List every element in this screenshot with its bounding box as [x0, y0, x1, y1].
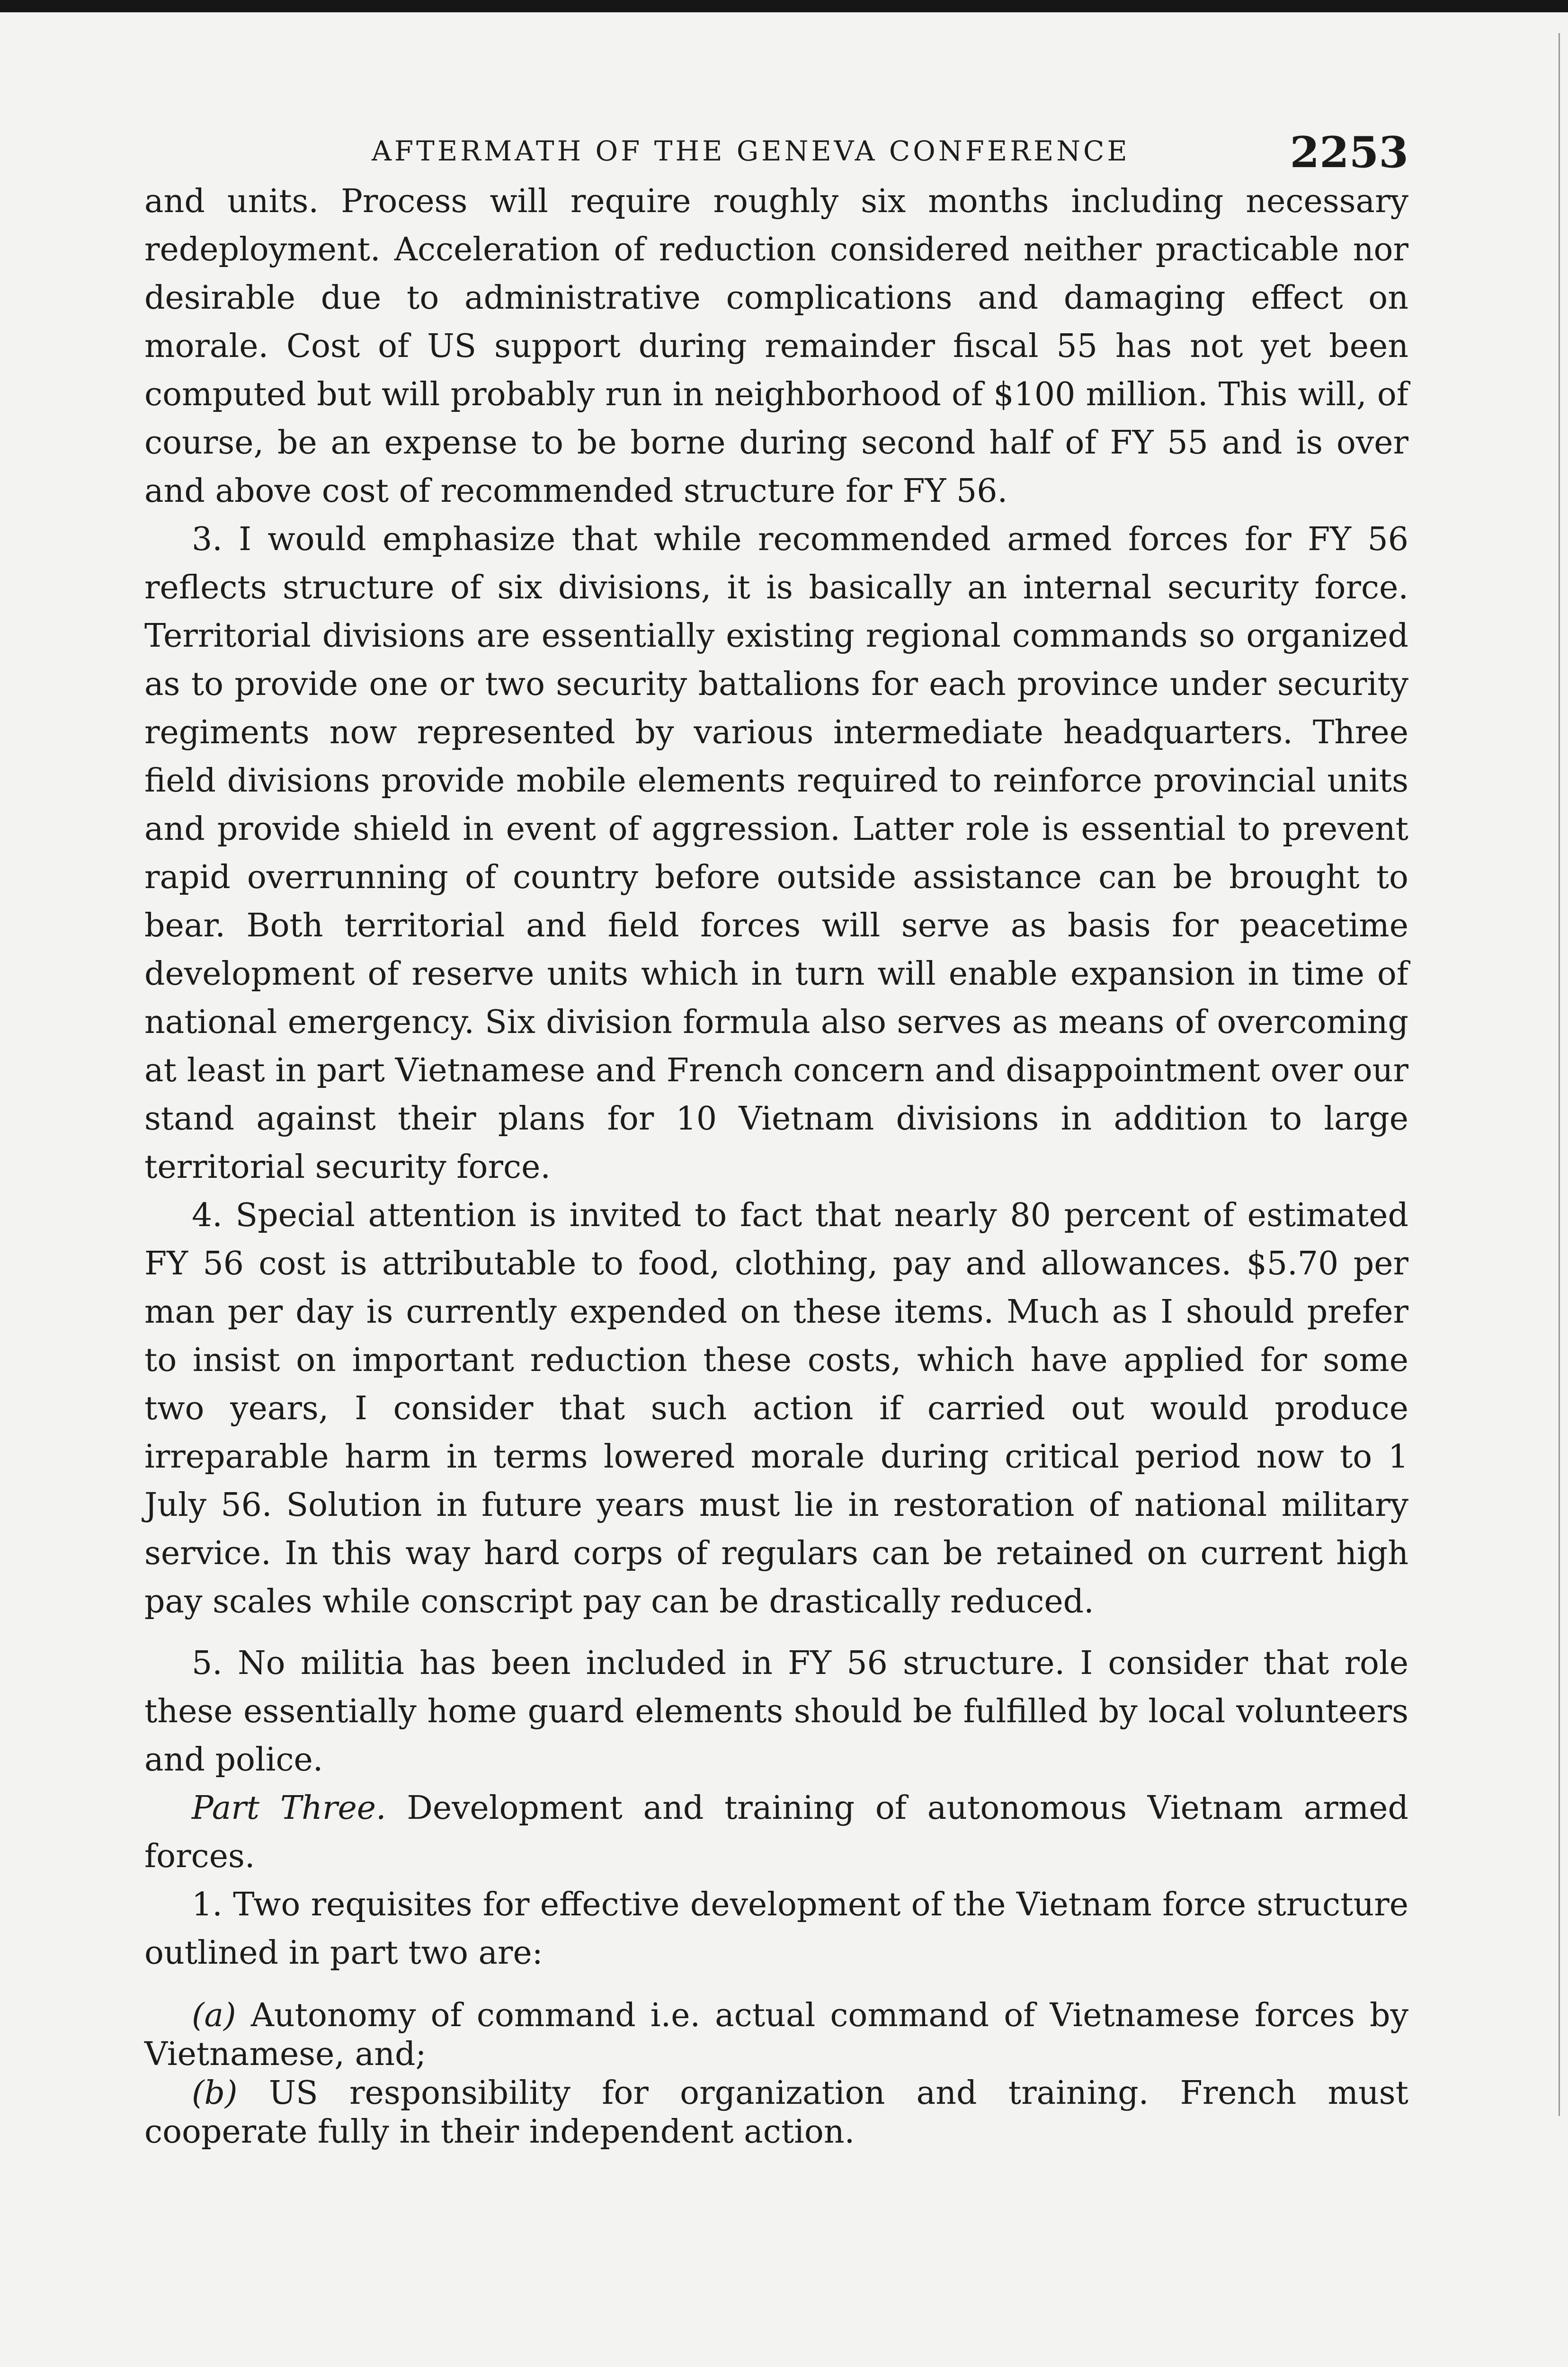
- paragraph-continuation: and units. Process will require roughly six months including necessary redeployment. Acceleration of reduction considered neither practicable nor desirable due to administrative complications and damaging effect on morale. Cost of US support during remainder fiscal 55 has not yet been computed but will probably run in neighborhood of $100 million. This will, of course, be an expense to be borne during second half of FY 55 and is over and above cost of recommended structure for FY 56.: [144, 183, 1408, 510]
- list-item-b: [144, 2074, 1408, 2152]
- spacer: [144, 1626, 1408, 1639]
- list-item-b-label: (b): [192, 2074, 238, 2112]
- running-head: [144, 121, 1408, 178]
- list-item-a-text: Autonomy of command i.e. actual command of Vietnamese forces by Vietnamese, and;: [144, 1997, 1408, 2073]
- paragraph-3: 3. I would emphasize that while recommended armed forces for FY 56 reflects structure of six divisions, it is basically an internal security force. Territorial divisions are essentially existing regional commands so organized as to provide one or two security battalions for each province under security regiments now represented by various intermediate headquarters. Three field divisions provide mobile elements required to reinforce provincial units and provide shield in event of aggression. Latter role is essential to prevent rapid overrunning of country before outside assistance can be brought to bear. Both territorial and field forces will serve as basis for peacetime development of reserve units which in turn will enable expansion in time of national emergency. Six division formula also serves as means of overcoming at least in part Vietnamese and French concern and disappointment over our stand against their plans for 10 Vietnam divisions in addition to large territorial security force.: [144, 521, 1408, 1186]
- paragraph-5: 5. No militia has been included in FY 56 structure. I consider that role these essentially home guard elements should be fulfilled by local volunteers and police.: [144, 1645, 1408, 1779]
- body-text: [144, 178, 1408, 1996]
- list-item-a: [144, 1996, 1408, 2074]
- part-three-paragraph-1: 1. Two requisites for effective development of the Vietnam force structure outlined in part two are:: [144, 1886, 1408, 1972]
- page: [144, 121, 1408, 2152]
- spacer: [144, 1977, 1408, 1996]
- list-item-b-text: US responsibility for organization and training. French must cooperate fully in their independent action.: [144, 2074, 1408, 2151]
- top-edge-rule: [0, 0, 1568, 12]
- part-three-label: Part Three.: [192, 1789, 386, 1827]
- page-number: 2253: [1290, 127, 1408, 178]
- part-three-title: Development and training of autonomous Vietnam armed forces.: [144, 1789, 1408, 1875]
- part-three-heading: [144, 1784, 1408, 1881]
- running-title: AFTERMATH OF THE GENEVA CONFERENCE: [372, 135, 1130, 167]
- page-edge-line: [1559, 33, 1560, 2116]
- paragraph-4: 4. Special attention is invited to fact that nearly 80 percent of estimated FY 56 cost is attributable to food, clothing, pay and allowances. $5.70 per man per day is currently expended on these items. Much as I should prefer to insist on important reduction these costs, which have applied for some two years, I consider that such action if carried out would produce irreparable harm in terms lowered morale during critical period now to 1 July 56. Solution in future years must lie in restoration of national military service. In this way hard corps of regulars can be retained on current high pay scales while conscript pay can be drastically reduced.: [144, 1197, 1408, 1620]
- list-item-a-label: (a): [192, 1997, 236, 2034]
